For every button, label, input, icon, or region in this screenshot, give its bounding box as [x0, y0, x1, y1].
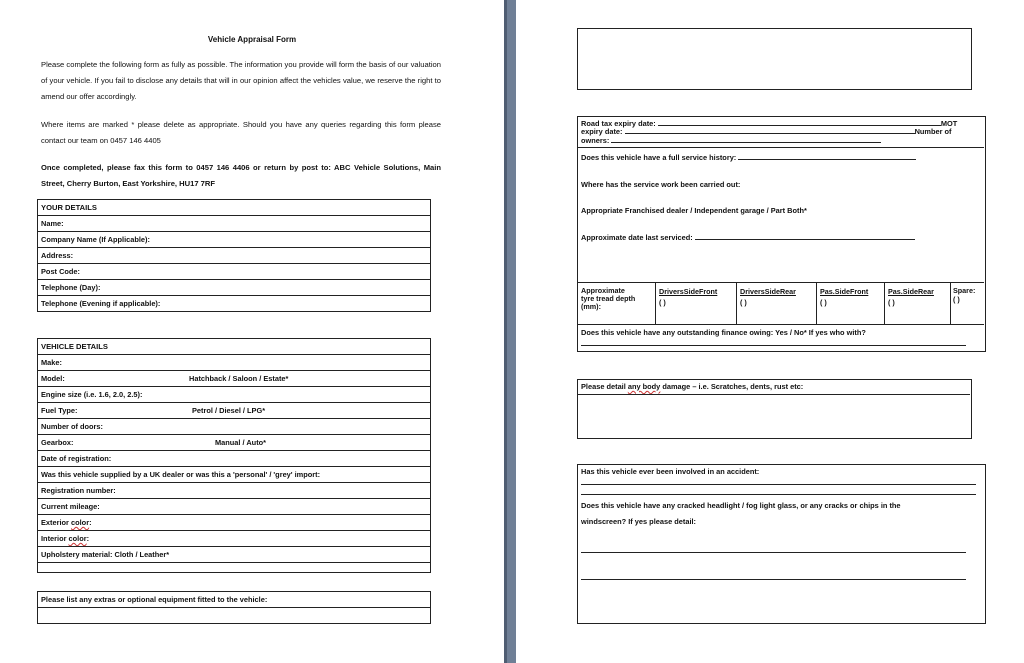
- fuel-type-label: Fuel Type:: [41, 406, 78, 415]
- vehicle-details-blank-row[interactable]: [38, 563, 431, 573]
- queries-paragraph: Where items are marked * please delete as appropriate. Should you have any queries regarding this form please contact our team on 0457 146 4405: [41, 120, 441, 145]
- tyre-drivers-front-value: ( ): [659, 298, 666, 307]
- accident-blank-2: [581, 494, 976, 495]
- owners-blank: [611, 136, 881, 143]
- fuel-type-field[interactable]: [38, 403, 431, 419]
- accident-box: [577, 464, 986, 624]
- extras-label: Please list any extras or optional equipment fitted to the vehicle:: [38, 592, 431, 608]
- tyre-col-spare-label: Spare:: [953, 286, 976, 295]
- model-options: Hatchback / Saloon / Estate*: [189, 374, 289, 383]
- tyre-spare-value: ( ): [953, 295, 960, 304]
- expiry-line[interactable]: [581, 127, 952, 136]
- gutter-edge: [504, 0, 507, 663]
- accident-blank-1: [581, 484, 976, 485]
- service-history-line[interactable]: [581, 153, 916, 162]
- vehicle-details-heading: VEHICLE DETAILS: [38, 339, 431, 355]
- tyre-col-pas-rear[interactable]: [888, 286, 934, 308]
- gearbox-label: Gearbox:: [41, 438, 74, 447]
- form-title: Vehicle Appraisal Form: [207, 35, 297, 44]
- cracked-blank-1: [581, 552, 966, 553]
- model-label: Model:: [41, 374, 65, 383]
- tyre-col-drivers-rear-label: DriversSideRear: [740, 287, 796, 296]
- intro-paragraph: Please complete the following form as fully as possible. The information you provide will form the basis of our valuation of your vehicle. If you fail to disclose any details that will in our opinion affect the vehicles value, we reserve the right to amend our offer accordingly.: [41, 60, 441, 101]
- dealer-options[interactable]: Appropriate Franchised dealer / Independent garage / Part Both*: [581, 206, 807, 215]
- fax-paragraph: Once completed, please fax this form to 0457 146 4406 or return by post to: ABC Vehicle Solutions, Main Street, Cherry Burton, East Yorkshire, HU17 7RF: [41, 163, 441, 188]
- your-details-table: [37, 199, 431, 312]
- accident-label[interactable]: Has this vehicle ever been involved in an accident:: [581, 467, 760, 476]
- exterior-colon: :: [89, 518, 92, 527]
- extras-field[interactable]: [38, 608, 431, 624]
- tyre-col-pas-rear-label: Pas.SideRear: [888, 287, 934, 296]
- exterior-label: Exterior: [41, 518, 71, 527]
- damage-divider: [577, 394, 970, 395]
- interior-color-word: color: [68, 534, 87, 543]
- telephone-evening-field[interactable]: Telephone (Evening if applicable):: [38, 296, 431, 312]
- damage-label: [581, 382, 803, 391]
- fuel-type-options: Petrol / Diesel / LPG*: [192, 406, 266, 415]
- registration-number-field[interactable]: Registration number:: [38, 483, 431, 499]
- road-tax-blank: [658, 119, 941, 126]
- model-field[interactable]: [38, 371, 431, 387]
- interior-color-field[interactable]: [38, 531, 431, 547]
- date-of-registration-field[interactable]: Date of registration:: [38, 451, 431, 467]
- interior-label: Interior: [41, 534, 69, 543]
- last-serviced-blank: [695, 233, 915, 240]
- name-field[interactable]: Name:: [38, 216, 431, 232]
- tyre-label-line-3: (mm):: [581, 302, 601, 311]
- gearbox-options: Manual / Auto*: [215, 438, 267, 447]
- header-box[interactable]: [577, 28, 972, 90]
- tyre-label-line-2: tyre tread depth: [581, 294, 636, 303]
- number-of-doors-field[interactable]: Number of doors:: [38, 419, 431, 435]
- damage-label-a: Please detail: [581, 382, 628, 391]
- post-code-field[interactable]: Post Code:: [38, 264, 431, 280]
- right-page: [516, 0, 1024, 663]
- tyre-pas-front-value: ( ): [820, 298, 827, 307]
- tyre-sep-5: [950, 282, 951, 324]
- tyre-sep-1: [655, 282, 656, 324]
- tyre-col-pas-front[interactable]: [820, 286, 868, 308]
- road-tax-label: Road tax expiry date:: [581, 119, 656, 128]
- gearbox-field[interactable]: [38, 435, 431, 451]
- tyre-col-drivers-front[interactable]: [659, 286, 717, 308]
- last-serviced-label: Approximate date last serviced:: [581, 233, 693, 242]
- interior-colon: :: [86, 534, 90, 543]
- tyre-top-line: [577, 282, 984, 283]
- address-field[interactable]: Address:: [38, 248, 431, 264]
- cracked-label-2[interactable]: windscreen? If yes please detail:: [581, 517, 697, 526]
- tyre-label: [581, 287, 635, 311]
- import-field[interactable]: Was this vehicle supplied by a UK dealer or was this a 'personal' / 'grey' import:: [38, 467, 431, 483]
- damage-label-b: any body: [627, 382, 661, 391]
- tyre-label-line-1: Approximate: [581, 286, 625, 295]
- last-serviced-line[interactable]: [581, 233, 915, 242]
- upholstery-field[interactable]: Upholstery material: Cloth / Leather*: [38, 547, 431, 563]
- telephone-day-field[interactable]: Telephone (Day):: [38, 280, 431, 296]
- service-history-label: Does this vehicle have a full service history:: [581, 153, 737, 162]
- page-gutter: [504, 0, 516, 663]
- tyre-col-pas-front-label: Pas.SideFront: [820, 287, 869, 296]
- tyre-pas-rear-value: ( ): [888, 298, 895, 307]
- tyre-col-drivers-front-label: DriversSideFront: [659, 287, 718, 296]
- make-field[interactable]: Make:: [38, 355, 431, 371]
- service-where-label[interactable]: Where has the service work been carried out:: [581, 180, 741, 189]
- your-details-heading: YOUR DETAILS: [38, 200, 431, 216]
- vehicle-details-table: [37, 338, 431, 573]
- number-of-label: Number of: [914, 127, 952, 136]
- expiry-blank: [625, 127, 915, 134]
- tyre-drivers-rear-value: ( ): [740, 298, 747, 307]
- extras-table: [37, 591, 431, 624]
- exterior-color-field[interactable]: [38, 515, 431, 531]
- left-page: [0, 0, 504, 663]
- finance-label[interactable]: Does this vehicle have any outstanding finance owing: Yes / No* If yes who with?: [581, 328, 866, 337]
- company-name-field[interactable]: Company Name (If Applicable):: [38, 232, 431, 248]
- divider-owners: [577, 147, 984, 148]
- engine-size-field[interactable]: Engine size (i.e. 1.6, 2.0, 2.5):: [38, 387, 431, 403]
- tyre-sep-2: [736, 282, 737, 324]
- service-history-blank: [738, 153, 916, 160]
- cracked-label-1[interactable]: Does this vehicle have any cracked headlight / fog light glass, or any cracks or chips in the: [581, 501, 901, 510]
- owners-label: owners:: [581, 136, 610, 145]
- exterior-color-word: color: [71, 518, 90, 527]
- expiry-label: expiry date:: [581, 127, 623, 136]
- cracked-blank-2: [581, 579, 966, 580]
- damage-label-c: damage – i.e. Scratches, dents, rust etc:: [660, 382, 804, 391]
- tyre-sep-4: [884, 282, 885, 324]
- mot-label: MOT: [940, 119, 958, 128]
- tyre-col-spare[interactable]: [953, 286, 975, 304]
- finance-blank: [581, 345, 966, 346]
- tyre-col-drivers-rear[interactable]: [740, 286, 796, 308]
- tyre-sep-3: [816, 282, 817, 324]
- current-mileage-field[interactable]: Current mileage:: [38, 499, 431, 515]
- owners-line[interactable]: [581, 136, 881, 145]
- tyre-bottom-line: [577, 324, 984, 325]
